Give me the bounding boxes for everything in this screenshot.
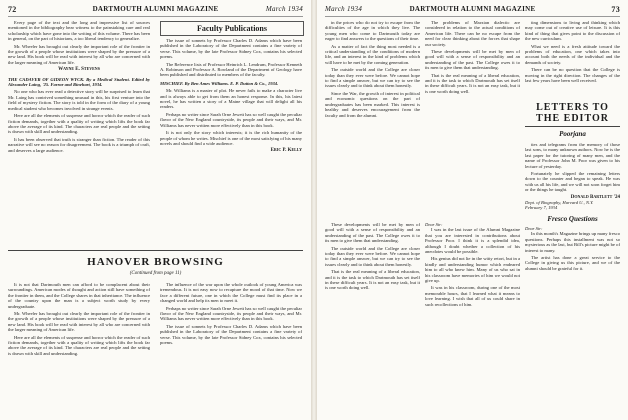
paragraph: Here are all the elements of suspense and horror which the reader of such fiction demands, together with a quality of writing which lifts the book far above the average of its kind. The characters are real people and the setting is drawn with skill and understanding. xyxy=(8,334,150,356)
paragraph: As a matter of fact the thing most needed is a critical understanding of the conditions of modern life, and an interest in the kind of problems which will have to be met by the coming generation. xyxy=(325,43,420,65)
right-column-1-cont xyxy=(325,222,420,416)
letter-date: February 7, 1934 xyxy=(525,205,558,211)
right-column-1 xyxy=(325,20,420,220)
letter-signature: Donald Bartlett '24 xyxy=(570,194,620,200)
section-subtitle: (Continued from page 11) xyxy=(129,271,182,276)
paragraph: The influence of the war upon the whole outlook of young America was tremendous. It is not easy now to recapture the mood of that time. Now we face a different future, one in which the College must find its place in a changed world and help its men to meet it. xyxy=(160,282,302,304)
right-column-2 xyxy=(425,20,520,220)
left-running-title: DARTMOUTH ALUMNI MAGAZINE xyxy=(92,5,219,13)
paragraph: The issue of sonnets by Professor Charles D. Adams which have been published in the Laboratory of the Department contains a fine variety of verse. This volume, by the late Professor Sidney Cox, contains his selected poems. xyxy=(160,323,302,346)
paragraph: What we need is a fresh attitude toward the problems of education, one which takes into account both the needs of the individual and the demands of society. xyxy=(525,43,620,65)
paragraph: In this month's Magazine brings up many fresco questions. Perhaps this installment was not so mysterious as the last, but Bill's picture might be of interest to many. xyxy=(525,231,620,253)
paragraph: The issue of sonnets by Professor Charles D. Adams which have been published in the Laboratory of the Department contains a fine variety of verse. This volume, by the late Professor Sidney Cox, contains his selected poems. xyxy=(160,38,302,60)
right-running-header xyxy=(325,4,620,17)
letter-salutation: Dear Sir: xyxy=(525,225,543,231)
review-heading: MISCHIEF. By Ben Ames Williams. E. P. Dutton & Co., 1934. xyxy=(160,80,279,86)
letter-1-body xyxy=(425,222,520,416)
paragraph: Here are all the elements of suspense and horror which the reader of such fiction demands, together with a quality of writing which lifts the book far above the average of its kind. The characters are real people and the setting is drawn with skill and understanding. xyxy=(8,113,150,135)
left-page xyxy=(0,0,311,420)
paragraph: These developments will be met by men of good will with a sense of responsibility and an understanding of the past. The College owes it to its men to give them that understanding. xyxy=(425,49,520,71)
section-title: HANOVER BROWSING xyxy=(87,256,224,268)
review-signature: Eric P. Kelly xyxy=(270,148,302,154)
paragraph: The outside world and the College are closer today than they ever were before. We cannot hope to find a simple answer, but we can try to see the issues clearly and to think about them honestly. xyxy=(325,67,420,89)
paragraph: Mr. Williams is a master of plot. He never fails to make a character live and is always able to get from them an honest response. In this, his latest novel, he has written a story of a Maine village that will delight all his readers. xyxy=(160,88,302,110)
paragraph: It has been observed that truth is stranger than fiction. The reader of this narrative will see no reason for disagreement. The book is a triumph of craft, and deserves a large audience. xyxy=(8,136,150,153)
left-issue-date: March 1934 xyxy=(265,5,303,13)
paragraph: ties and telegrams from the memory of those last sons, to many unknown authors. Now he is the last paper for the tutoring of many men, and the name of Professor John M. Poor was given to his lecture of yesterday. xyxy=(525,142,620,169)
section-column-1 xyxy=(8,282,150,416)
right-page-number: 73 xyxy=(611,5,620,14)
left-page-number: 72 xyxy=(8,5,17,14)
paragraph: It is not that Dartmouth men can afford to be complacent about their surroundings. American modes of thought and action still have something of the frontier in them, and the College shares in that inheritance. The influence of the country upon the man is a subject worth study by every undergraduate. xyxy=(8,282,150,309)
paragraph: I was in the last issue of the Alumni Magazine that you are interested in contributions about Professor Poor. I think it is a splendid idea, although I doubt whether a collection of his anecdotes would be possible. xyxy=(425,227,520,255)
paragraph: Perhaps no writer since Sarah Orne Jewett has so well caught the peculiar flavor of the New England countryside, its people and their ways, and Mr. Williams has never written more effectively than in this book. xyxy=(160,305,302,322)
paragraph: The Reference lists of Professor Heinrich L. Lendrum, Professor Kenneth A. Robinson and Professor A. Rowland of the Department of Geology have been published and distributed to members of the faculty. xyxy=(160,61,302,78)
right-page xyxy=(317,0,628,420)
paragraph: His genius did not lie in the witty retort, but in a kindly and understanding humor which endeared him to all who knew him. Many of us who sat in his classroom have memories of him we would not give up. xyxy=(425,256,520,284)
letters-divider xyxy=(525,126,620,127)
letter-place: Dept. of Biography, Harvard U., N.Y. xyxy=(525,200,594,206)
box-title-text: Faculty Publications xyxy=(196,24,267,33)
review-signature: Wayne E. Stevens xyxy=(58,67,100,73)
letter-salutation: Dear Sir: xyxy=(425,222,443,227)
paragraph: ting dimensions to living and thinking which may come out of creative use of leisure. It is this kind of thing that gives point to the discussion of the new curriculum. xyxy=(525,20,620,42)
paragraph: There can be no question that the College is moving in the right direction. The changes of the last few years have been well received. xyxy=(525,67,620,84)
paragraph: That is the real meaning of a liberal education, and it is the task to which Dartmouth has set itself in these difficult years. It is not an easy task, but it is one worth doing well. xyxy=(325,269,420,291)
paragraph: That is the real meaning of a liberal education, and it is the task to which Dartmouth has set itself in these difficult years. It is not an easy task, but it is one worth doing well. xyxy=(425,72,520,94)
letters-title: LETTERS TO THE EDITOR xyxy=(536,102,609,124)
paragraph: The artist has done a great service to the College in giving us this picture, and we of the alumni should be grateful for it. xyxy=(525,254,620,271)
paragraph: The outside world and the College are closer today than they ever were before. We cannot hope to find a simple answer, but we can try to see the issues clearly and to think about them honestly. xyxy=(325,245,420,267)
letters-subtitle-2: Fresco Questions xyxy=(547,214,598,223)
right-column-3 xyxy=(525,20,620,96)
paragraph: Fortunately he slipped the remaining letters down to the counter and began to speak. He was with us all his life, and we will not soon forget him or the things he taught. xyxy=(525,171,620,193)
paragraph: It was in his classroom, during one of the most memorable hours, that I learned what it means to love learning. I wish that all of us could share in such recollections of him. xyxy=(425,285,520,307)
paragraph: It is not only the story which interests; it is the rich humanity of the people of whom he writes. Mischief is one of the most satisfying of his many novels and should find a wide audience. xyxy=(160,130,302,146)
paragraph: No one who has ever read a detective story will be surprised to learn that Mr. Laing has contrived something unusual in this, his first venture into the field of mystery fiction. The story is told in the form of the diary of a young medical student who becomes involved in strange events. xyxy=(8,89,150,111)
right-issue-date: March 1934 xyxy=(325,5,363,13)
right-running-title: DARTMOUTH ALUMNI MAGAZINE xyxy=(409,5,536,13)
letter-2-column xyxy=(525,142,620,416)
paragraph: The problems of Marxian dialectic are considered in relation to the actual conditions of American life. There can be no escape from the need for clear thinking about the forces that shape our society. xyxy=(425,20,520,47)
paragraph: Since the War, the growth of interest in political and economic questions on the part of undergraduates has been marked. This interest is healthy and deserves encouragement from the faculty and from the alumni. xyxy=(325,90,420,118)
paragraph: Perhaps no writer since Sarah Orne Jewett has so well caught the peculiar flavor of the New England countryside, its people and their ways, and Mr. Williams has never written more effectively than in this book. xyxy=(160,111,302,128)
paragraph: Every page of the text and the long and impressive list of sources mentioned in the bibliography bear witness to the painstaking care and real scholarship which have gone into the writing of this volume. There has been in general, on the part of historians, a too liberal tendency to generalize. xyxy=(8,20,150,42)
paragraph: in the prices who do not try to escape from the difficulties of the age in which they live. The young men who come to Dartmouth today are eager to find answers to the questions of their time. xyxy=(325,20,420,42)
paragraph: These developments will be met by men of good will with a sense of responsibility and an understanding of the past. The College owes it to its men to give them that understanding. xyxy=(325,222,420,244)
paragraph: Mr. Wheeler has brought out clearly the important role of the frontier in the growth of a people whose institutions were shaped by the pressure of a new land. His book will be read with interest by all who are concerned with the larger meaning of American life. xyxy=(8,43,150,65)
section-divider xyxy=(8,250,303,251)
left-column-2 xyxy=(160,38,302,246)
review-heading: THE CADAVER OF GIDEON WYCK. By a Medical Student. Edited by Alexander Laing, '25. Farrar and Rinehart, 1934. xyxy=(8,76,150,88)
paragraph: Mr. Wheeler has brought out clearly the important role of the frontier in the growth of a people whose institutions were shaped by the pressure of a new land. His book will be read with interest by all who are concerned with the larger meaning of American life. xyxy=(8,311,150,333)
faculty-publications-box-title xyxy=(160,21,304,36)
letters-subtitle: Poorjana xyxy=(559,130,586,138)
section-column-2 xyxy=(160,282,302,416)
left-column-1 xyxy=(8,20,150,246)
left-running-header xyxy=(8,4,303,17)
